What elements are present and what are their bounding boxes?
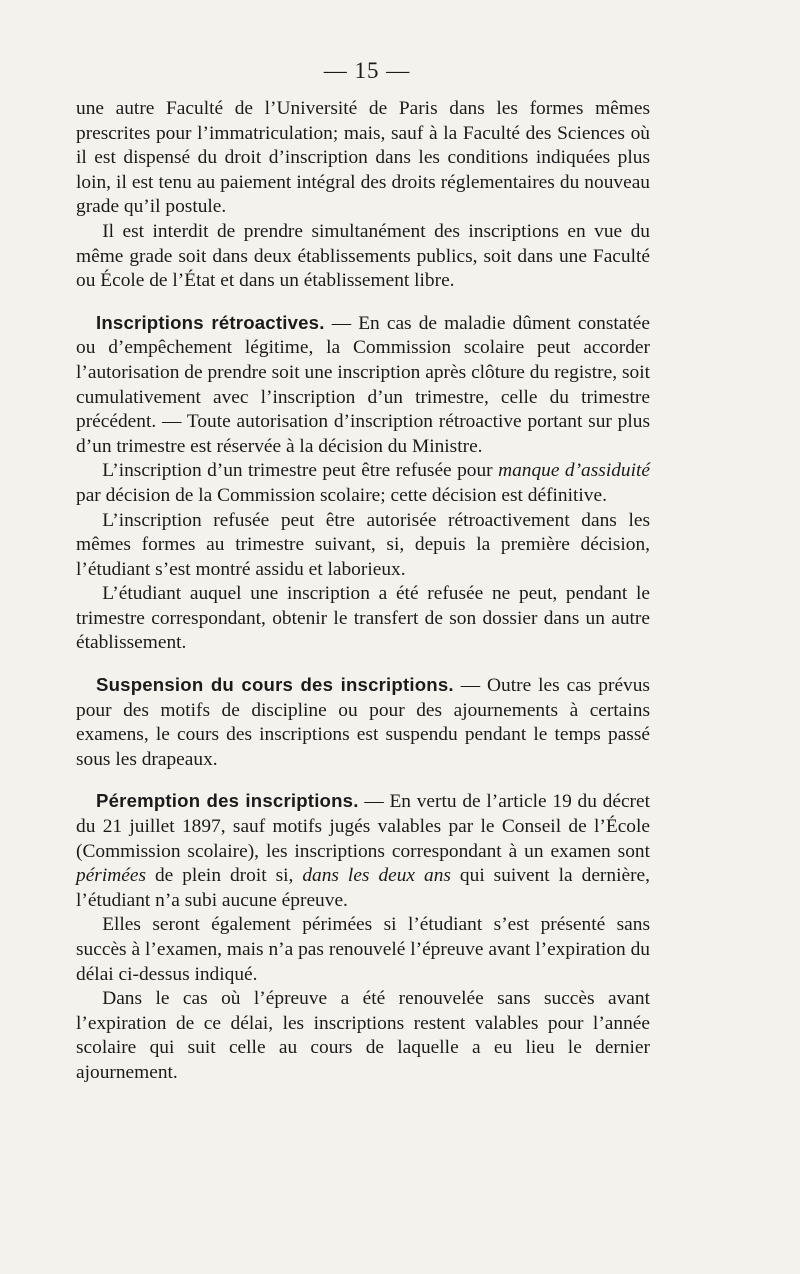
renewed-paragraph: Dans le cas où l’épreuve a été renouvelée sans succès avant l’expiration de ce délai, les inscriptions restent valables pour l’année scolaire qui suit celle au cours de laquelle a eu lieu le dernier ajournement.	[76, 988, 650, 1083]
retroactive-lead-text: — En cas de maladie dûment constatée ou d’empêchement légitime, la Commission scolaire peut accorder l’autorisation de prendre soit une inscription après clôture du registre, soit cumulativement avec l’inscription d’un trimestre, celle du trimestre précédent. — Toute autorisation d’inscription rétroactive portant sur plus d’un trimestre est réservée à la décision du Ministre.	[76, 312, 650, 457]
refusal-text-before: L’inscription d’un trimestre peut être refusée pour	[102, 460, 499, 482]
document-page	[76, 58, 650, 1208]
expiration-emphasis-1: périmées	[76, 865, 146, 887]
expiration-text-middle: de plein droit si,	[146, 865, 303, 887]
suspension-paragraph	[76, 673, 650, 772]
expiration-text-after: qui suivent la dernière, l’étudiant n’a subi aucune épreuve.	[76, 865, 650, 911]
suspension-text: — Outre les cas prévus pour des motifs de discipline ou pour des ajournements à certains examens, le cours des inscriptions est suspendu pendant le temps passé sous les drapeaux.	[76, 675, 650, 770]
refusal-text-after: par décision de la Commission scolaire; cette décision est définitive.	[76, 484, 607, 506]
refusal-emphasis: manque d’assiduité	[498, 460, 650, 482]
authorized-paragraph: L’inscription refusée peut être autorisée rétroactivement dans les mêmes formes au trimestre suivant, si, depuis la première décision, l’étudiant s’est montré assidu et laborieux.	[76, 509, 650, 580]
page-number: — 15 —	[323, 58, 411, 83]
expiration-heading: Péremption des inscriptions.	[96, 790, 359, 812]
expiration-emphasis-2: dans les deux ans	[302, 865, 451, 887]
also-expired-paragraph: Elles seront également périmées si l’étudiant s’est présenté sans succès à l’examen, mais n’a pas renouvelé l’épreuve avant l’expiration du délai ci-dessus indiqué.	[76, 914, 650, 985]
transfer-paragraph: L’étudiant auquel une inscription a été refusée ne peut, pendant le trimestre correspondant, obtenir le transfert de son dossier dans un autre établissement.	[76, 583, 650, 654]
suspension-heading: Suspension du cours des inscriptions.	[96, 674, 454, 696]
expiration-text-before: — En vertu de l’article 19 du décret du 21 juillet 1897, sauf motifs jugés valables par le Conseil de l’École (Commission scolaire), les inscriptions correspondant à un examen sont	[76, 791, 650, 862]
intro-paragraph-2: Il est interdit de prendre simultanément des inscriptions en vue du même grade soit dans deux établissements publics, soit dans une Faculté ou École de l’État et dans un établissement libre.	[76, 220, 650, 292]
suspension-section	[76, 673, 650, 772]
retroactive-heading: Inscriptions rétroactives.	[96, 311, 325, 333]
expiration-lead-paragraph	[76, 789, 650, 913]
retroactive-registrations-section	[76, 311, 650, 656]
refusal-paragraph	[76, 459, 650, 508]
intro-paragraph-1: une autre Faculté de l’Université de Paris dans les formes mêmes prescrites pour l’immatriculation; mais, sauf à la Faculté des Sciences où il est dispensé du droit d’inscription dans les conditions indiquées plus loin, il est tenu au paiement intégral des droits réglementaires du nouveau grade qu’il postule.	[76, 98, 650, 218]
retroactive-lead-paragraph	[76, 311, 650, 460]
expiration-section	[76, 789, 650, 1085]
